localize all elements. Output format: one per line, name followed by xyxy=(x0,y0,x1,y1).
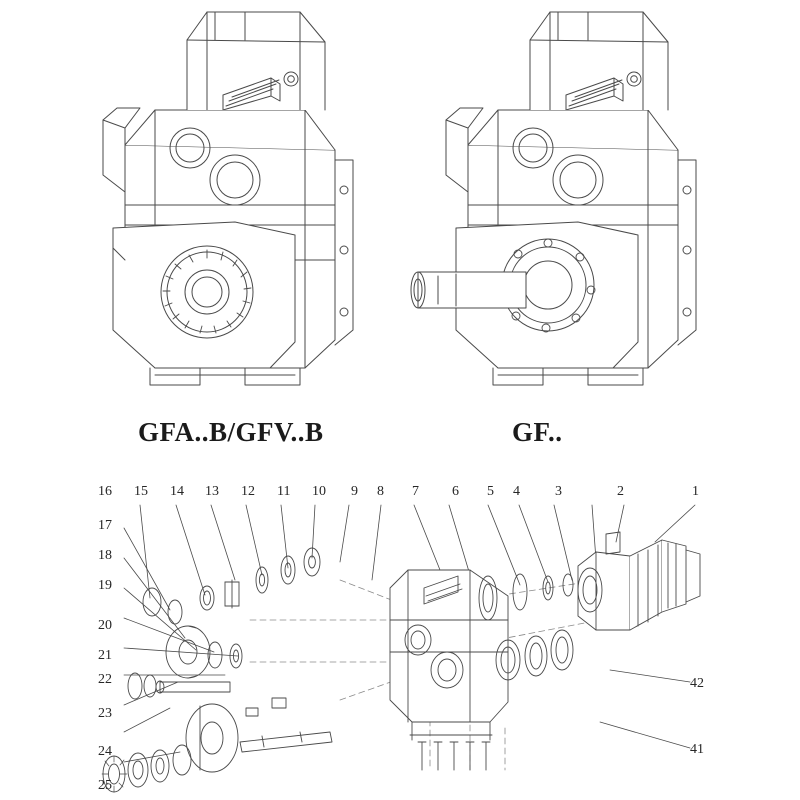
callout-15: 15 xyxy=(134,484,148,499)
callout-9: 9 xyxy=(351,484,358,499)
callout-8: 8 xyxy=(377,484,384,499)
callout-18: 18 xyxy=(98,548,112,563)
callout-4: 4 xyxy=(513,484,520,499)
callout-13: 13 xyxy=(205,484,219,499)
callout-24: 24 xyxy=(98,744,112,759)
callout-19: 19 xyxy=(98,578,112,593)
callout-5: 5 xyxy=(487,484,494,499)
callout-41: 41 xyxy=(690,742,704,757)
gearbox-view-left xyxy=(95,0,405,400)
callout-17: 17 xyxy=(98,518,112,533)
callout-20: 20 xyxy=(98,618,112,633)
callout-42: 42 xyxy=(690,676,704,691)
caption-right: GF.. xyxy=(512,417,563,447)
callout-22: 22 xyxy=(98,672,112,687)
callout-3: 3 xyxy=(555,484,562,499)
callout-25: 25 xyxy=(98,778,112,793)
gearbox-view-right xyxy=(408,0,738,400)
callout-10: 10 xyxy=(312,484,326,499)
callout-14: 14 xyxy=(170,484,184,499)
callout-21: 21 xyxy=(98,648,112,663)
callout-2: 2 xyxy=(617,484,624,499)
exploded-assembly xyxy=(0,470,800,800)
callout-16: 16 xyxy=(98,484,112,499)
callout-23: 23 xyxy=(98,706,112,721)
callout-1: 1 xyxy=(692,484,699,499)
callout-11: 11 xyxy=(277,484,291,499)
callout-7: 7 xyxy=(412,484,419,499)
callout-6: 6 xyxy=(452,484,459,499)
callout-12: 12 xyxy=(241,484,255,499)
caption-left: GFA..B/GFV..B xyxy=(138,417,324,447)
